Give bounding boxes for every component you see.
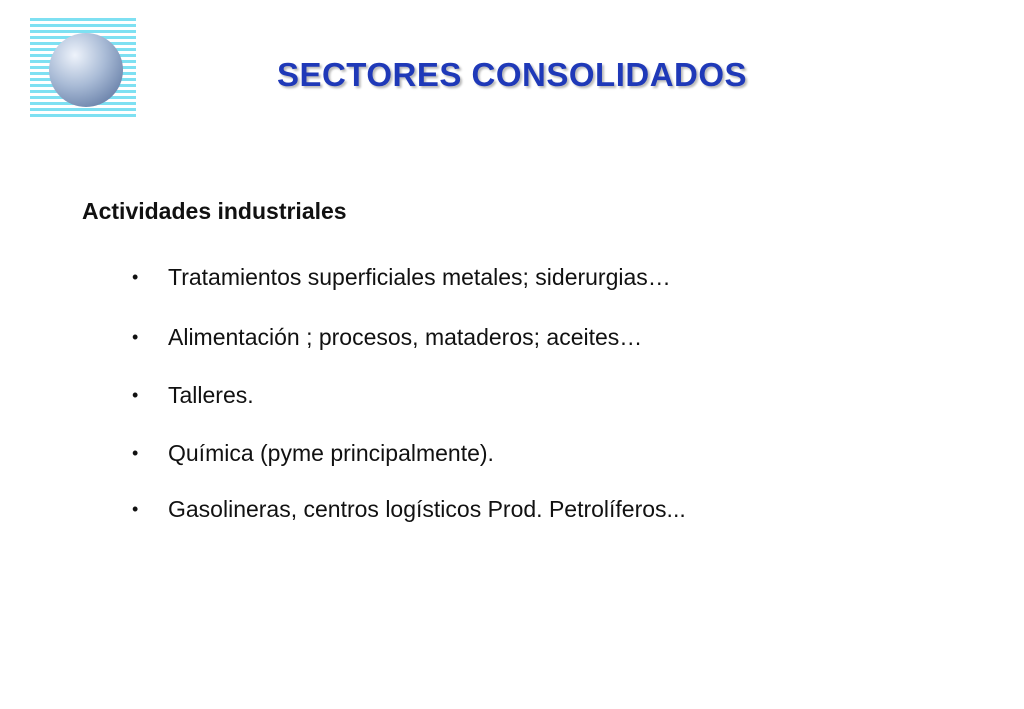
bullet-icon: • [132, 499, 139, 519]
list-item [126, 261, 686, 321]
bullet-icon: • [132, 443, 139, 463]
bullet-icon: • [132, 385, 139, 405]
bullet-list [126, 261, 686, 551]
list-item [126, 493, 686, 551]
list-item [126, 379, 686, 437]
list-item [126, 321, 686, 379]
bullet-icon: • [132, 327, 139, 347]
list-item-text: Alimentación ; procesos, mataderos; aceites… [168, 324, 643, 350]
bullet-icon: • [132, 267, 139, 287]
list-item-text: Tratamientos superficiales metales; siderurgias… [168, 264, 671, 290]
page-title: SECTORES CONSOLIDADOS [276, 56, 748, 93]
list-item [126, 437, 686, 493]
list-item-text: Talleres. [168, 382, 254, 408]
list-item-text: Química (pyme principalmente). [168, 440, 494, 466]
section-heading: Actividades industriales [82, 198, 347, 224]
list-item-text: Gasolineras, centros logísticos Prod. Petrolíferos... [168, 496, 686, 522]
